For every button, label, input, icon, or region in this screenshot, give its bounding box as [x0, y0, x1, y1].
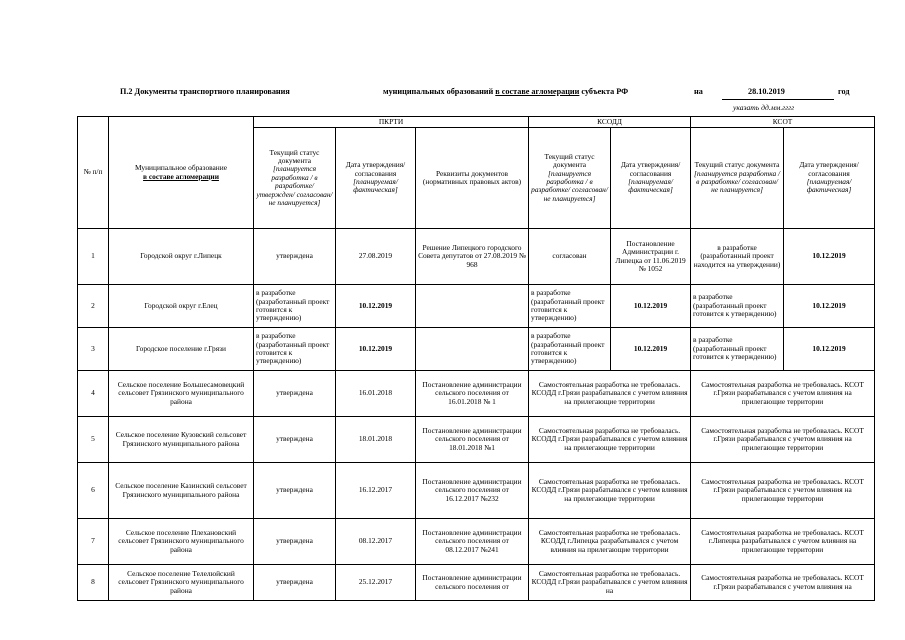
table-row: 4 Сельское поселение Большесамовецкий сельсовет Грязинского муниципального района утверждена 16.01.2018 Постановление администрации сельского поселения от 16.01.2018 № 1 Самостоятельная разработка не требовалась. КСОДД г.Грязи разрабатывался с учетом влияния на прилегающие территории Самостоятельная разработка не требовалась. КСОТ г.Грязи разрабатывался с учетом влияния на прилегающие территории: [78, 371, 875, 417]
group-ksodd-header: КСОДД: [529, 117, 691, 128]
date-underline: [722, 99, 834, 100]
table-row: 6 Сельское поселение Казинский сельсовет Грязинского муниципального района утверждена 16.12.2017 Постановление администрации сельского поселения от 16.12.2017 №232 Самостоятельная разработка не требовалась. КСОДД г.Грязи разрабатывался с учетом влияния на прилегающие территории Самостоятельная разработка не требовалась. КСОТ г.Грязи разрабатывался с учетом влияния на прилегающие территории: [78, 463, 875, 519]
date-format-hint: указать дд.мм.гггг: [733, 103, 795, 112]
header-date: 28.10.2019: [748, 87, 785, 96]
documents-table: [77, 116, 875, 601]
table-row: 7 Сельское поселение Плехановский сельсовет Грязинского муниципального района утверждена 08.12.2017 Постановление администрации сельского поселения от 08.12.2017 №241 Самостоятельная разработка не требовалась. КСОДД г.Липецка разрабатывался с учетом влияния на прилегающие территории Самостоятельная разработка не требовалась. КСОТ г.Липецка разрабатывался с учетом влияния на прилегающие территории: [78, 519, 875, 565]
pkrti-req-header: Реквизиты документов (нормативных правовых актов): [416, 128, 529, 229]
table-row: 3 Городское поселение г.Грязи в разработке (разработанный проект готовится к утверждению) 10.12.2019 в разработке (разработанный проект готовится к утверждению) 10.12.2019 в разработке (разработанный проект готовится к утверждению) 10.12.2019: [78, 328, 875, 371]
ksot-status-header: Текущий статус документа [планируется разработка / в разработке/ согласован/ не планируется]: [691, 128, 784, 229]
ksodd-status-header: Текущий статус документа [планируется разработка / в разработке/ согласован/ не планируется]: [529, 128, 611, 229]
ksodd-date-header: Дата утверждения/ согласования [планируемая/ фактическая]: [611, 128, 691, 229]
header-agglomeration: в составе агломерации: [495, 87, 580, 96]
table-header-row-groups: [78, 117, 875, 128]
ksot-date-header: Дата утверждения/ согласования [планируемая/ фактическая]: [784, 128, 875, 229]
pkrti-status-header: Текущий статус документа [планируется разработка / в разработке/ утвержден/ согласован/ не планируется]: [254, 128, 336, 229]
group-ksot-header: КСОТ: [691, 117, 875, 128]
col-num-header: № п/п: [78, 117, 109, 229]
col-mo-header: Муниципальное образование в составе агломерации: [109, 117, 254, 229]
header-title: П.2 Документы транспортного планирования: [120, 87, 290, 96]
group-pkrti-header: ПКРТИ: [254, 117, 529, 128]
header-god: год: [838, 87, 850, 96]
header-na: на: [694, 87, 703, 96]
header-municipalities: муниципальных образований в составе агломерации субъекта РФ: [383, 87, 629, 96]
table-row: 1 Городской округ г.Липецк утверждена 27.08.2019 Решение Липецкого городского Совета депутатов от 27.08.2019 № 968 согласован Постановление Администрации г. Липецка от 11.06.2019 № 1052 в разработке (разработанный проект находится на утверждении) 10.12.2019: [78, 229, 875, 285]
table-row: 5 Сельское поселение Кузовский сельсовет Грязинского муниципального района утверждена 18.01.2018 Постановление администрации сельского поселения от 18.01.2018 №1 Самостоятельная разработка не требовалась. КСОДД г.Грязи разрабатывался с учетом влияния на прилегающие территории Самостоятельная разработка не требовалась. КСОТ г.Грязи разрабатывался с учетом влияния на прилегающие территории: [78, 417, 875, 463]
table-row: 8 Сельское поселение Телелюйский сельсовет Грязинского муниципального района утверждена 25.12.2017 Постановление администрации сельского поселения от Самостоятельная разработка не требовалась. КСОДД г.Грязи разрабатывался с учетом влияния на Самостоятельная разработка не требовалась. КСОТ г.Грязи разрабатывался с учетом влияния на: [78, 565, 875, 601]
pkrti-date-header: Дата утверждения/ согласования [планируемая/ фактическая]: [336, 128, 416, 229]
table-row: 2 Городской округ г.Елец в разработке (разработанный проект готовится к утверждению) 10.12.2019 в разработке (разработанный проект готовится к утверждению) 10.12.2019 в разработке (разработанный проект готовится к утверждению) 10.12.2019: [78, 285, 875, 328]
